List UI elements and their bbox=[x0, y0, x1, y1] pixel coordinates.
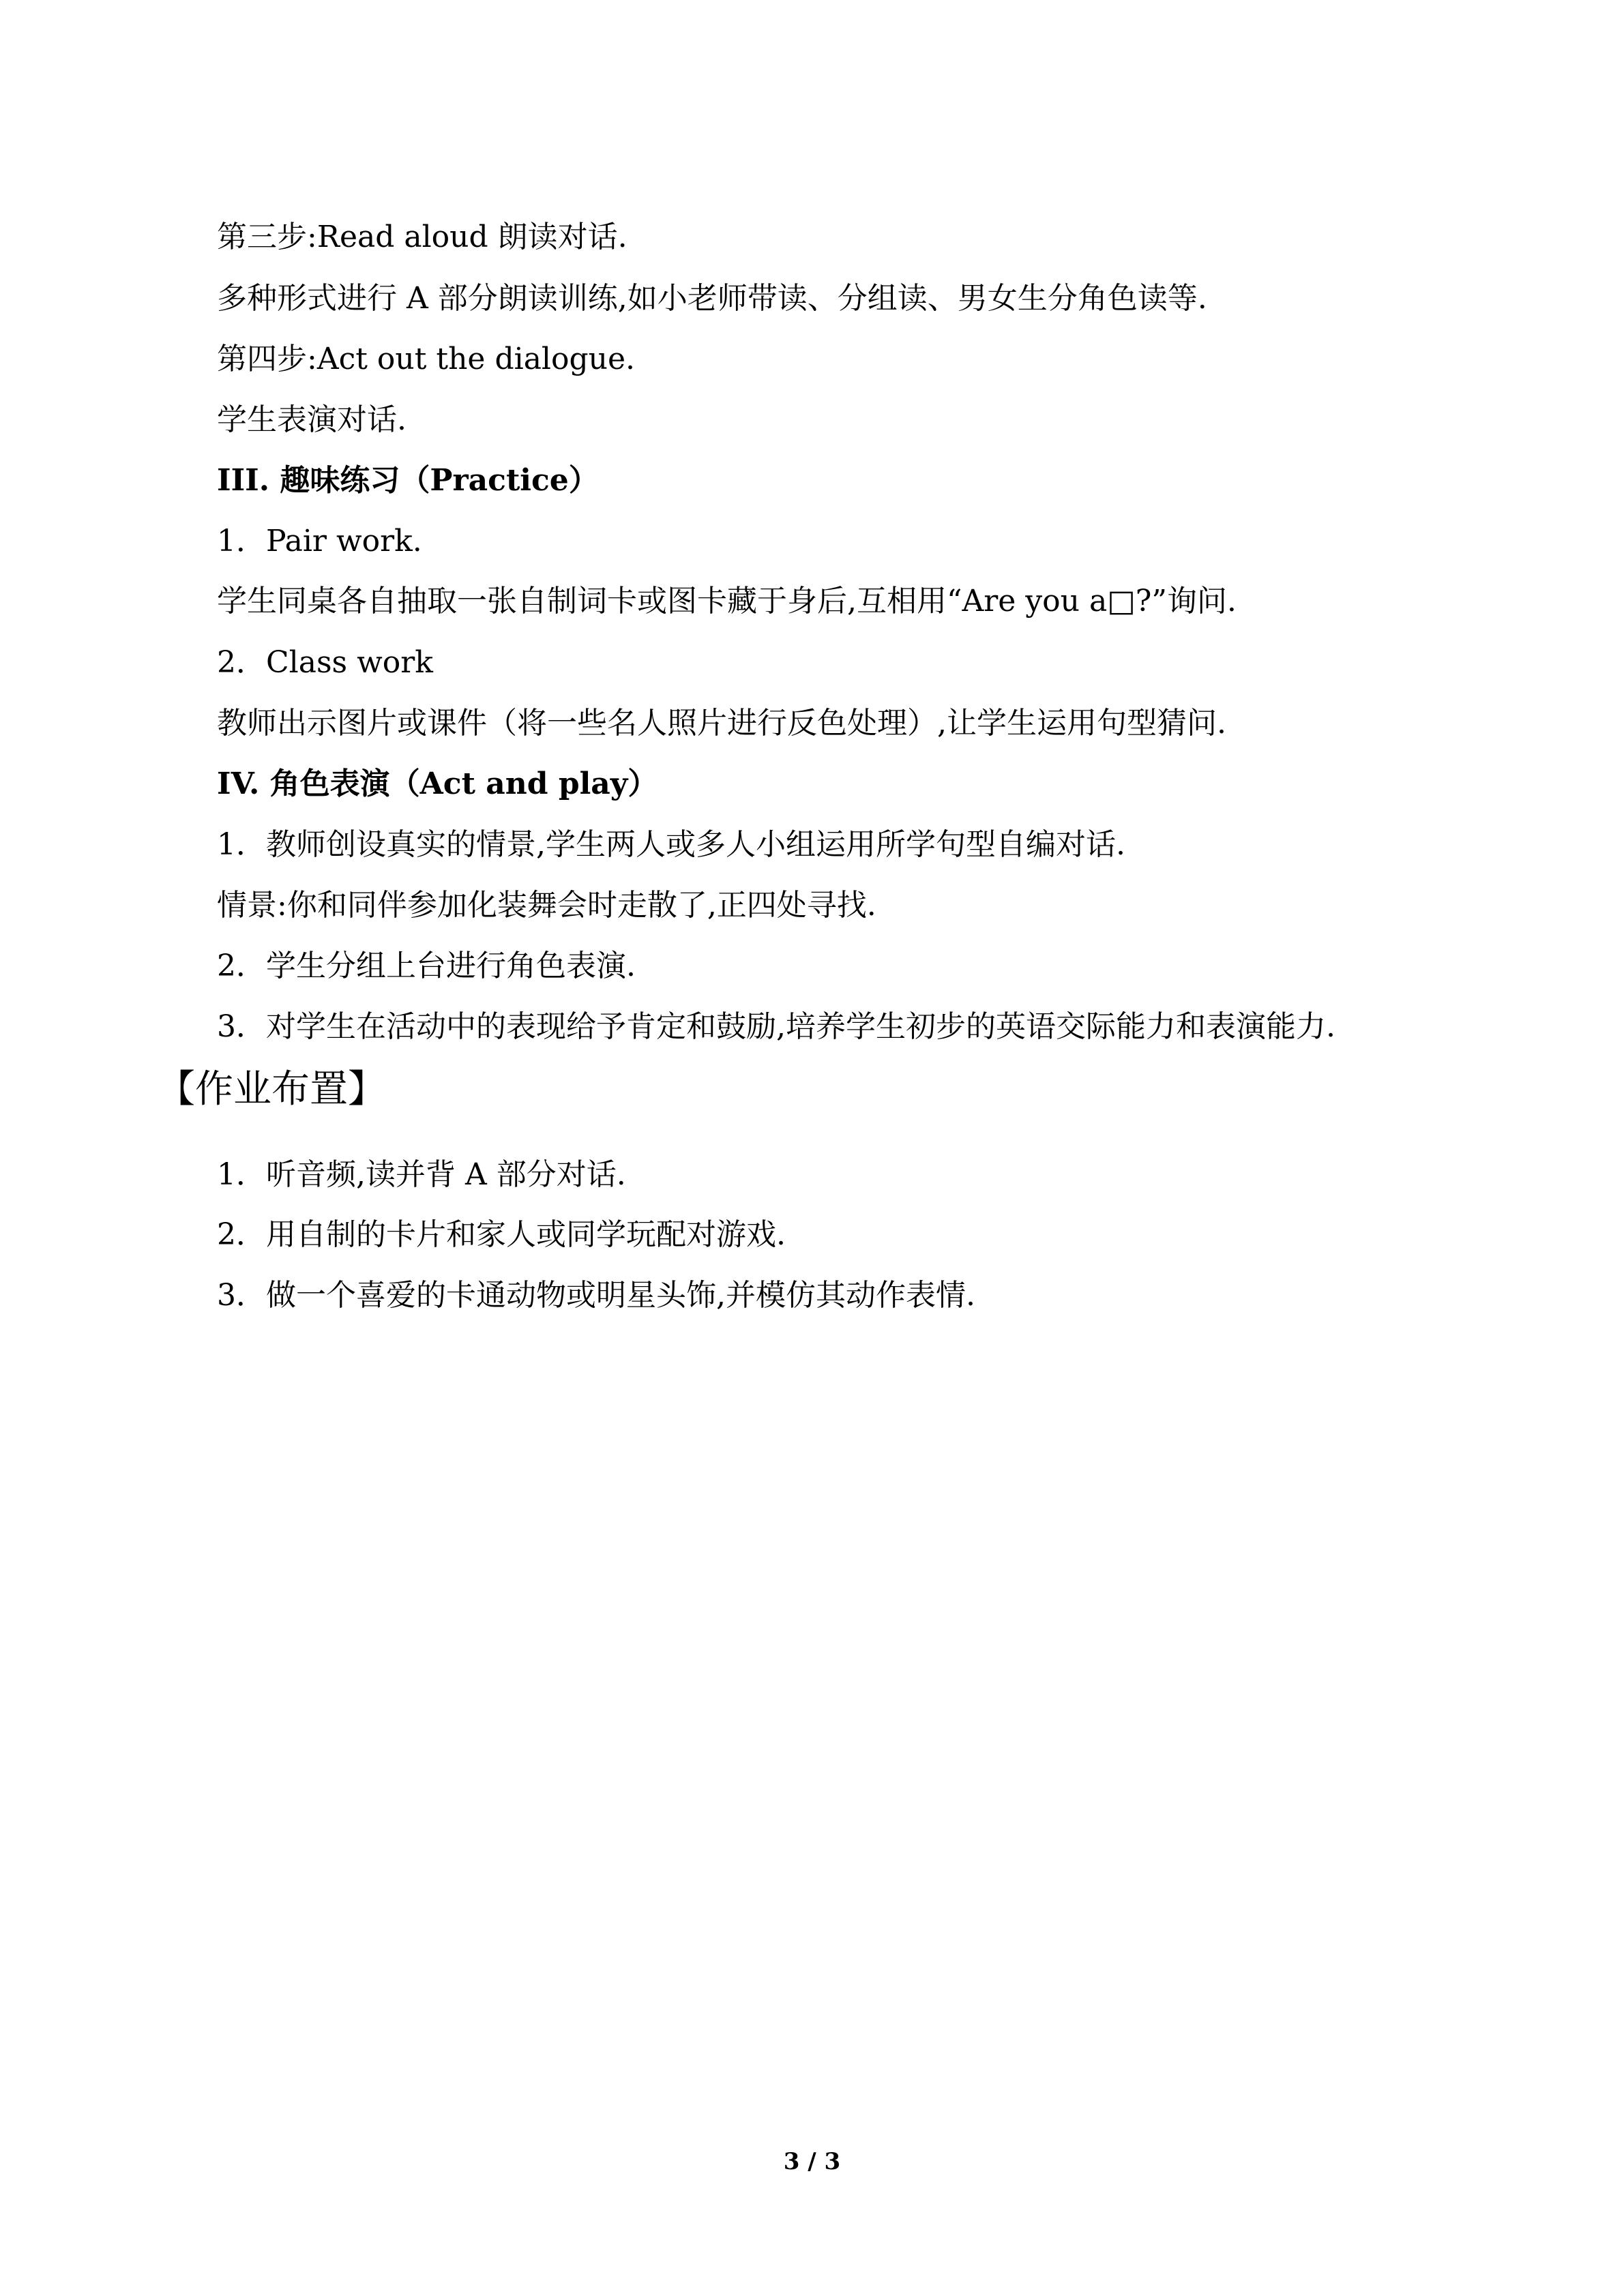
step-three-line: 第三步:Read aloud 朗读对话. bbox=[217, 220, 628, 254]
page-number: 3 / 3 bbox=[783, 2148, 841, 2175]
class-work-description: 教师出示图片或课件（将一些名人照片进行反色处理）,让学生运用句型猜问. bbox=[217, 706, 1226, 741]
act-play-item-1: 1．教师创设真实的情景,学生两人或多人小组运用所学句型自编对话. bbox=[217, 827, 1125, 862]
reading-practice-line: 多种形式进行 A 部分朗读训练,如小老师带读、分组读、男女生分角色读等. bbox=[217, 281, 1207, 316]
homework-item-1: 1．听音频,读并背 A 部分对话. bbox=[217, 1157, 626, 1192]
section-act-play-heading: IV. 角色表演（Act and play） bbox=[217, 766, 658, 801]
act-play-item-2: 2．学生分组上台进行角色表演. bbox=[217, 949, 636, 983]
homework-heading: 【作业布置】 bbox=[157, 1067, 386, 1112]
pair-work-description: 学生同桌各自抽取一张自制词卡或图卡藏于身后,互相用“Are you a□?”询问. bbox=[217, 584, 1237, 618]
class-work-line: 2．Class work bbox=[217, 645, 433, 680]
scenario-line: 情景:你和同伴参加化装舞会时走散了,正四处寻找. bbox=[217, 888, 876, 923]
perform-dialogue-line: 学生表演对话. bbox=[217, 402, 407, 437]
homework-item-2: 2．用自制的卡片和家人或同学玩配对游戏. bbox=[217, 1217, 786, 1252]
pair-work-line: 1．Pair work. bbox=[217, 524, 422, 558]
act-play-item-3: 3．对学生在活动中的表现给予肯定和鼓励,培养学生初步的英语交际能力和表演能力. bbox=[217, 1009, 1335, 1044]
section-practice-heading: III. 趣味练习（Practice） bbox=[217, 463, 599, 498]
homework-item-3: 3．做一个喜爱的卡通动物或明星头饰,并模仿其动作表情. bbox=[217, 1278, 975, 1313]
step-four-line: 第四步:Act out the dialogue. bbox=[217, 342, 636, 376]
